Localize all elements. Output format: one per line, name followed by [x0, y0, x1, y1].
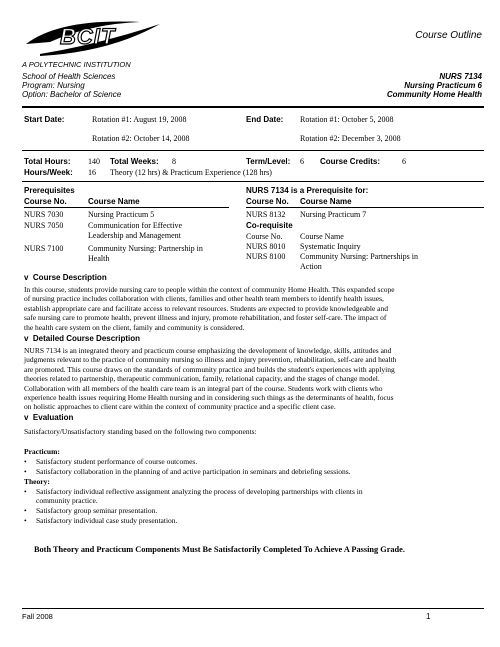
- option-name: Option: Bachelor of Science: [22, 90, 122, 99]
- practicum-item-text: Satisfactory student performance of course outcomes.: [36, 457, 198, 466]
- theory-item: [24, 487, 363, 496]
- detailed-line: judgments relevant to the practice of community nursing so illness and injury prevention, rehabilitation, self-care and health: [24, 355, 397, 365]
- section-bullet: v: [24, 273, 29, 282]
- coreq-course-name-cont: Action: [300, 262, 322, 271]
- page-number: 1: [426, 612, 431, 621]
- prerequisites-heading: Prerequisites: [24, 186, 75, 195]
- detailed-line: Collaboration with all members of the health care team is an integral part of the course. Students work with clients who: [24, 383, 383, 393]
- theory-item-text: Satisfactory individual case study presentation.: [36, 516, 178, 525]
- hours-week-value: 16: [88, 168, 96, 177]
- term-level-label: Term/Level:: [246, 157, 291, 166]
- course-credits-value: 6: [402, 157, 406, 166]
- practicum-heading: Practicum:: [24, 447, 60, 456]
- description-line: of nursing practice includes collaboration with clients, families and other health team members to identify health issues,: [24, 294, 384, 304]
- coreq-col-course-no: Course No.: [246, 232, 283, 241]
- course-title: Nursing Practicum 6: [404, 81, 482, 90]
- course-description-text: [24, 285, 484, 332]
- prereq-for-course-name: Nursing Practicum 7: [300, 210, 367, 219]
- coreq-course-name: Community Nursing: Partnerships in: [300, 252, 418, 261]
- document-type: Course Outline: [415, 30, 482, 41]
- logo-tagline: A POLYTECHNIC INSTITUTION: [22, 60, 131, 69]
- bullet-icon: •: [24, 487, 27, 496]
- evaluation-title: Evaluation: [32, 413, 74, 422]
- rotation2-end: Rotation #2: December 3, 2008: [300, 134, 401, 143]
- detailed-description-text: [24, 346, 484, 412]
- prereq-course-no: NURS 7030: [24, 210, 64, 219]
- prereq-course-name-cont: Leadership and Management: [88, 231, 181, 240]
- theory-item-text: Satisfactory individual reflective assignment analyzing the process of developing partnerships with clients in: [36, 487, 363, 496]
- total-weeks-value: 8: [172, 157, 176, 166]
- detailed-line: theories related to partnership, therapeutic communication, family, relational capacity, and the stages of change model.: [24, 374, 380, 384]
- prereq-for-header-rule: [246, 207, 484, 208]
- practicum-item: [24, 457, 197, 466]
- rotation1-end: Rotation #1: October 5, 2008: [300, 115, 394, 124]
- bullet-icon: •: [24, 506, 27, 515]
- rotation2-start: Rotation #2: October 14, 2008: [92, 134, 190, 143]
- description-line: the health care system on the client, family and community is considered.: [24, 322, 245, 332]
- hours-week-detail: Theory (12 hrs) & Practicum Experience (128 hrs): [110, 168, 272, 177]
- passing-grade-note: Both Theory and Practicum Components Must Be Satisfactorily Completed To Achieve A Passing Grade.: [34, 545, 405, 554]
- total-hours-label: Total Hours:: [24, 157, 71, 166]
- coreq-course-name: Systematic Inquiry: [300, 242, 361, 251]
- end-date-label: End Date:: [246, 115, 284, 124]
- program-name: Program: Nursing: [22, 81, 85, 90]
- bullet-icon: •: [24, 457, 27, 466]
- description-line: safe nursing care to promote health, prevent illness and injury, promote rehabilitation, and foster self-care. The impact of: [24, 313, 387, 323]
- section-bullet: v: [24, 413, 29, 422]
- start-date-label: Start Date:: [24, 115, 65, 124]
- totals-rule: [22, 181, 484, 182]
- section-bullet: v: [24, 334, 29, 343]
- description-line: In this course, students provide nursing care to people within the context of community Home Health. This expanded scope: [24, 285, 395, 294]
- footer-rule: [22, 608, 484, 609]
- coreq-col-course-name: Course Name: [300, 232, 344, 241]
- hours-week-label: Hours/Week:: [24, 168, 73, 177]
- rotation1-start: Rotation #1: August 19, 2008: [92, 115, 187, 124]
- prereq-header-rule: [24, 207, 229, 208]
- prereq-for-heading: NURS 7134 is a Prerequisite for:: [246, 186, 369, 195]
- detailed-line: on holistic approaches to client care within the context of community practice and a specific client case.: [24, 402, 336, 412]
- course-credits-label: Course Credits:: [320, 157, 381, 166]
- logo-text: BCIT: [60, 24, 116, 49]
- evaluation-heading: [24, 413, 73, 423]
- theory-item: [24, 506, 157, 515]
- prereq-course-no: NURS 7050: [24, 221, 64, 230]
- practicum-item-text: Satisfactory collaboration in the planning of and active participation in seminars and debriefing sessions.: [36, 467, 351, 476]
- prereq-course-name: Community Nursing: Partnership in: [88, 244, 203, 253]
- theory-item-text-cont: community practice.: [36, 496, 98, 505]
- prereq-col-course-name: Course Name: [88, 197, 140, 206]
- bullet-icon: •: [24, 516, 27, 525]
- prereq-course-name-cont: Health: [88, 254, 110, 263]
- header-rule: [22, 106, 484, 108]
- prereq-for-col-course-name: Course Name: [300, 197, 352, 206]
- bcit-logo: [20, 14, 170, 64]
- corequisite-heading: Co-requisite: [246, 221, 293, 230]
- total-hours-value: 140: [88, 157, 100, 166]
- total-weeks-label: Total Weeks:: [110, 157, 159, 166]
- course-subtitle: Community Home Health: [386, 90, 482, 99]
- evaluation-intro: Satisfactory/Unsatisfactory standing based on the following two components:: [24, 427, 257, 436]
- detailed-line: NURS 7134 is an integrated theory and practicum course emphasizing the development of knowledge, skills, attitudes and: [24, 346, 392, 355]
- theory-item-cont: [36, 496, 98, 505]
- detailed-description-heading: [24, 334, 140, 344]
- course-code: NURS 7134: [439, 72, 482, 81]
- detailed-description-title: Detailed Course Description: [32, 334, 141, 343]
- detailed-line: are promoted. This course draws on the standards of community practice and builds the student's experiences with applying: [24, 364, 395, 374]
- prereq-col-course-no: Course No.: [24, 197, 67, 206]
- detailed-line: experience health issues requiring Home Health nursing and in considering such things as the determinants of health, focus: [24, 393, 394, 403]
- prereq-for-col-course-no: Course No.: [246, 197, 289, 206]
- term-level-value: 6: [300, 157, 304, 166]
- dates-rule: [22, 150, 484, 151]
- coreq-course-no: NURS 8010: [246, 242, 286, 251]
- school-name: School of Health Sciences: [22, 72, 116, 81]
- practicum-item: [24, 467, 351, 476]
- theory-item: [24, 516, 177, 525]
- prereq-course-name: Communication for Effective: [88, 221, 183, 230]
- description-line: establish appropriate care and facilitate access to relevant resources. Students are expected to provide knowledgeable and: [24, 303, 389, 313]
- prereq-course-name: Nursing Practicum 5: [88, 210, 155, 219]
- coreq-course-no: NURS 8100: [246, 252, 286, 261]
- footer-term: Fall 2008: [22, 612, 53, 621]
- course-description-heading: [24, 273, 107, 283]
- bullet-icon: •: [24, 467, 27, 476]
- course-description-title: Course Description: [32, 273, 107, 282]
- theory-heading: Theory:: [24, 477, 50, 486]
- prereq-course-no: NURS 7100: [24, 244, 64, 253]
- prereq-for-course-no: NURS 8132: [246, 210, 286, 219]
- theory-item-text: Satisfactory group seminar presentation.: [36, 506, 158, 515]
